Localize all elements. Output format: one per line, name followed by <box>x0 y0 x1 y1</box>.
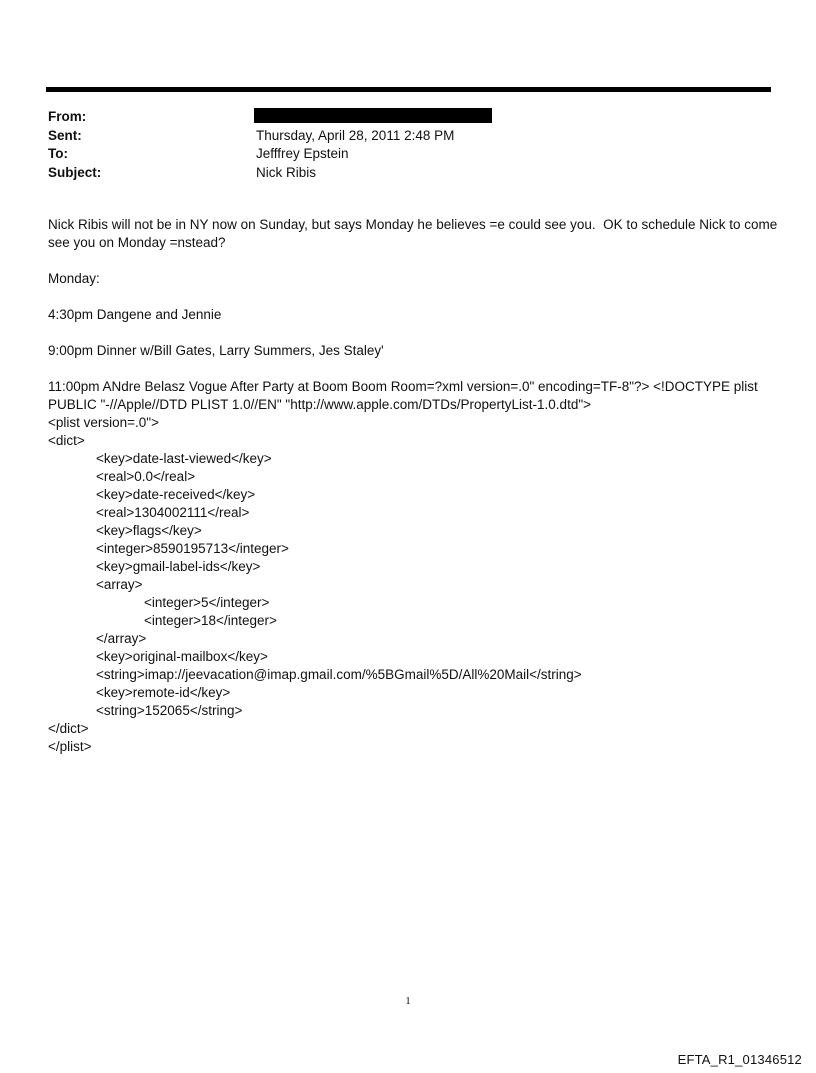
page-number: 1 <box>405 995 411 1007</box>
plist-line: <key>flags</key> <box>96 523 202 538</box>
body-paragraph: Nick Ribis will not be in NY now on Sunday, but says Monday he believes =e could see you. OK to schedule Nick to come see you on Monday =nstead? <box>48 217 782 250</box>
plist-line: <plist version=.0"> <box>48 415 159 430</box>
subject-value: Nick Ribis <box>256 164 317 180</box>
to-row <box>48 145 748 164</box>
plist-line: <key>date-received</key> <box>96 487 256 502</box>
sent-label: Sent: <box>48 127 82 143</box>
body-paragraph: 4:30pm Dangene and Jennie <box>48 307 222 322</box>
subject-label: Subject: <box>48 164 102 180</box>
plist-line: <key>date-last-viewed</key> <box>96 451 272 466</box>
plist-line: <string>imap://jeevacation@imap.gmail.com/%5BGmail%5D/All%20Mail</string> <box>96 667 582 682</box>
plist-line: <key>remote-id</key> <box>96 685 231 700</box>
plist-line: <integer>8590195713</integer> <box>96 541 289 556</box>
plist-line: </array> <box>96 631 147 646</box>
plist-line: </dict> <box>48 721 89 736</box>
from-row <box>48 108 748 127</box>
plist-line: <integer>5</integer> <box>144 595 270 610</box>
sent-row <box>48 127 748 146</box>
plist-line: <integer>18</integer> <box>144 613 277 628</box>
plist-line: <array> <box>96 577 143 592</box>
from-label: From: <box>48 109 87 124</box>
body-paragraph: 9:00pm Dinner w/Bill Gates, Larry Summers, Jes Staley' <box>48 343 384 358</box>
plist-line: <key>original-mailbox</key> <box>96 649 268 664</box>
email-body <box>48 216 782 756</box>
sent-value: Thursday, April 28, 2011 2:48 PM <box>256 127 455 143</box>
plist-line: <real>0.0</real> <box>96 469 196 484</box>
email-header <box>48 108 748 182</box>
subject-row <box>48 164 748 183</box>
body-line: PUBLIC "-//Apple//DTD PLIST 1.0//EN" "http://www.apple.com/DTDs/PropertyList-1.0.dtd"> <box>48 397 591 412</box>
plist-line: <dict> <box>48 433 85 448</box>
body-paragraph: Monday: <box>48 271 100 286</box>
to-value: Jefffrey Epstein <box>256 146 349 161</box>
top-rule <box>46 87 771 92</box>
redacted-sender-block <box>254 108 492 123</box>
to-label: To: <box>48 146 68 161</box>
body-line: 11:00pm ANdre Belasz Vogue After Party at Boom Boom Room=?xml version=.0" encoding=TF-8"?> <!DOCTYPE plist <box>48 379 758 394</box>
plist-line: <string>152065</string> <box>96 703 243 718</box>
document-id: EFTA_R1_01346512 <box>677 1052 802 1067</box>
plist-line: <key>gmail-label-ids</key> <box>96 559 261 574</box>
plist-line: </plist> <box>48 739 92 754</box>
plist-line: <real>1304002111</real> <box>96 505 250 520</box>
